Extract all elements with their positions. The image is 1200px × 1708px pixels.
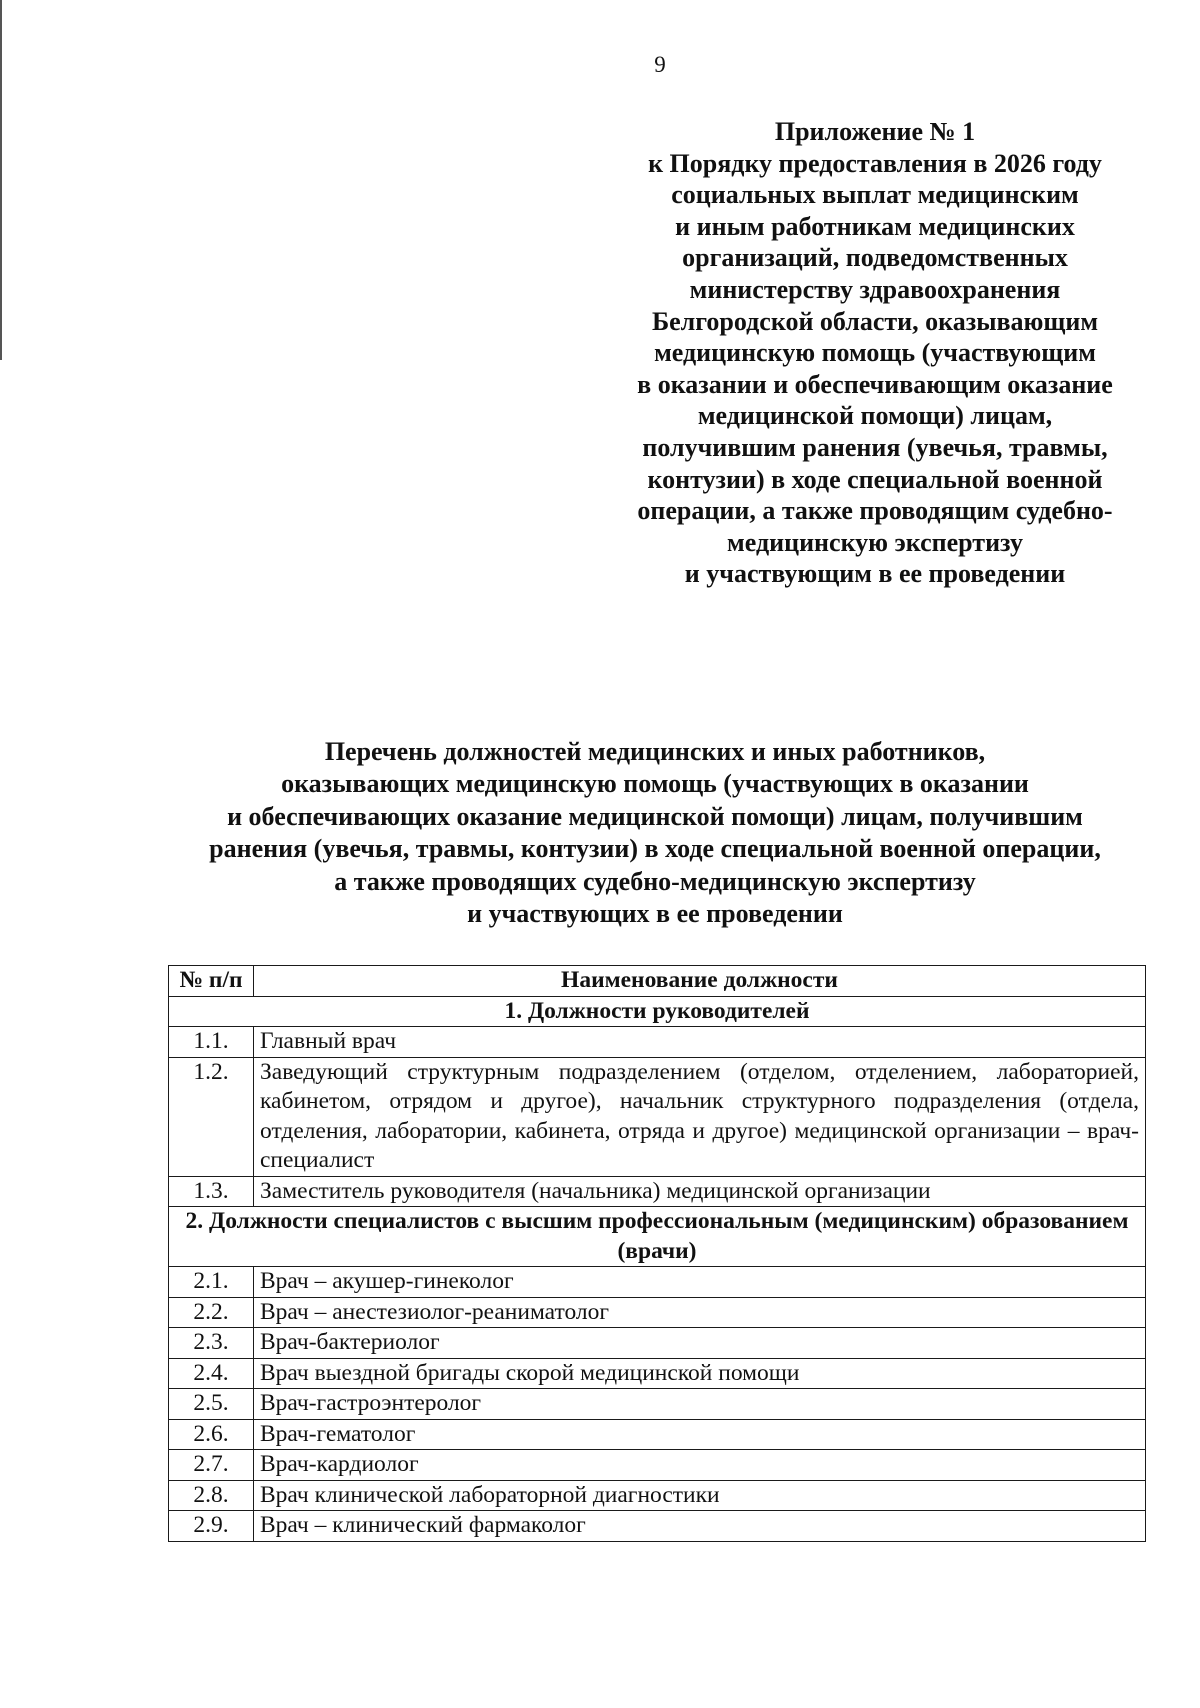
row-number: 2.2. <box>169 1297 254 1328</box>
table-row <box>169 1027 1146 1058</box>
column-header-position-name: Наименование должности <box>254 966 1146 997</box>
table-row <box>169 1176 1146 1207</box>
position-name: Врач клинической лабораторной диагностики <box>254 1480 1146 1511</box>
appendix-line: социальных выплат медицинским <box>671 180 1079 210</box>
row-number: 2.8. <box>169 1480 254 1511</box>
column-header-number: № п/п <box>169 966 254 997</box>
appendix-line: медицинскую экспертизу <box>727 527 1023 557</box>
row-number: 2.9. <box>169 1511 254 1542</box>
appendix-line: медицинской помощи) лицам, <box>697 401 1053 431</box>
row-number: 1.1. <box>169 1027 254 1058</box>
page-number: 9 <box>654 52 666 77</box>
row-number: 1.2. <box>169 1057 254 1176</box>
position-name: Врач-гастроэнтеролог <box>254 1389 1146 1420</box>
section-title: 1. Должности руководителей <box>169 996 1146 1027</box>
title-line: и участвующих в ее проведении <box>467 899 843 929</box>
table-row <box>169 1358 1146 1389</box>
section-title: 2. Должности специалистов с высшим профессиональным (медицинским) образованием (врачи) <box>169 1207 1146 1267</box>
table-row <box>169 1267 1146 1298</box>
row-number: 2.1. <box>169 1267 254 1298</box>
row-number: 1.3. <box>169 1176 254 1207</box>
section-row <box>169 1207 1146 1267</box>
row-number: 2.7. <box>169 1450 254 1481</box>
appendix-line: контузии) в ходе специальной военной <box>647 464 1103 494</box>
table-row <box>169 1389 1146 1420</box>
appendix-line: Приложение № 1 <box>774 117 976 146</box>
position-name: Заведующий структурным подразделением (отделом, отделением, лабораторией, кабинетом, отрядом и другое), начальник структурного подразделения (отдела, отделения, лаборатории, кабинета, отряда и другое) медицинской организации – врач-специалист <box>254 1057 1146 1176</box>
appendix-header <box>600 116 1150 590</box>
title-line: и обеспечивающих оказание медицинской помощи) лицам, получившим <box>227 801 1083 831</box>
position-name: Врач – анестезиолог-реаниматолог <box>254 1297 1146 1328</box>
appendix-line: министерству здравоохранения <box>689 274 1061 304</box>
position-name: Врач выездной бригады скорой медицинской помощи <box>254 1358 1146 1389</box>
appendix-line: получившим ранения (увечья, травмы, <box>642 432 1108 462</box>
appendix-line: Белгородской области, оказывающим <box>651 306 1099 336</box>
positions-table <box>168 965 1146 1542</box>
position-name: Заместитель руководителя (начальника) медицинской организации <box>254 1176 1146 1207</box>
table-row <box>169 1511 1146 1542</box>
title-line: а также проводящих судебно-медицинскую экспертизу <box>334 866 976 896</box>
table-row <box>169 1450 1146 1481</box>
table-row <box>169 1297 1146 1328</box>
table-row <box>169 1419 1146 1450</box>
section-row <box>169 996 1146 1027</box>
title-line: Перечень должностей медицинских и иных работников, <box>324 737 986 766</box>
appendix-line: организаций, подведомственных <box>682 243 1068 273</box>
appendix-line: и участвующим в ее проведении <box>684 559 1066 589</box>
row-number: 2.5. <box>169 1389 254 1420</box>
appendix-line: к Порядку предоставления в 2026 году <box>648 148 1102 178</box>
row-number: 2.3. <box>169 1328 254 1359</box>
position-name: Врач-бактериолог <box>254 1328 1146 1359</box>
position-name: Врач-гематолог <box>254 1419 1146 1450</box>
table-row <box>169 1480 1146 1511</box>
position-name: Врач-кардиолог <box>254 1450 1146 1481</box>
title-line: ранения (увечья, травмы, контузии) в ходе специальной военной операции, <box>209 834 1101 864</box>
table-header-row <box>169 966 1146 997</box>
position-name: Главный врач <box>254 1027 1146 1058</box>
document-title <box>120 736 1190 930</box>
title-line: оказывающих медицинскую помощь (участвующих в оказании <box>281 769 1029 799</box>
appendix-line: в оказании и обеспечивающим оказание <box>637 369 1113 399</box>
row-number: 2.6. <box>169 1419 254 1450</box>
appendix-line: медицинскую помощь (участвующим <box>654 338 1096 368</box>
row-number: 2.4. <box>169 1358 254 1389</box>
table-row <box>169 1057 1146 1176</box>
appendix-line: и иным работникам медицинских <box>675 211 1075 241</box>
position-name: Врач – клинический фармаколог <box>254 1511 1146 1542</box>
table-row <box>169 1328 1146 1359</box>
appendix-line: операции, а также проводящим судебно- <box>637 496 1113 526</box>
position-name: Врач – акушер-гинеколог <box>254 1267 1146 1298</box>
